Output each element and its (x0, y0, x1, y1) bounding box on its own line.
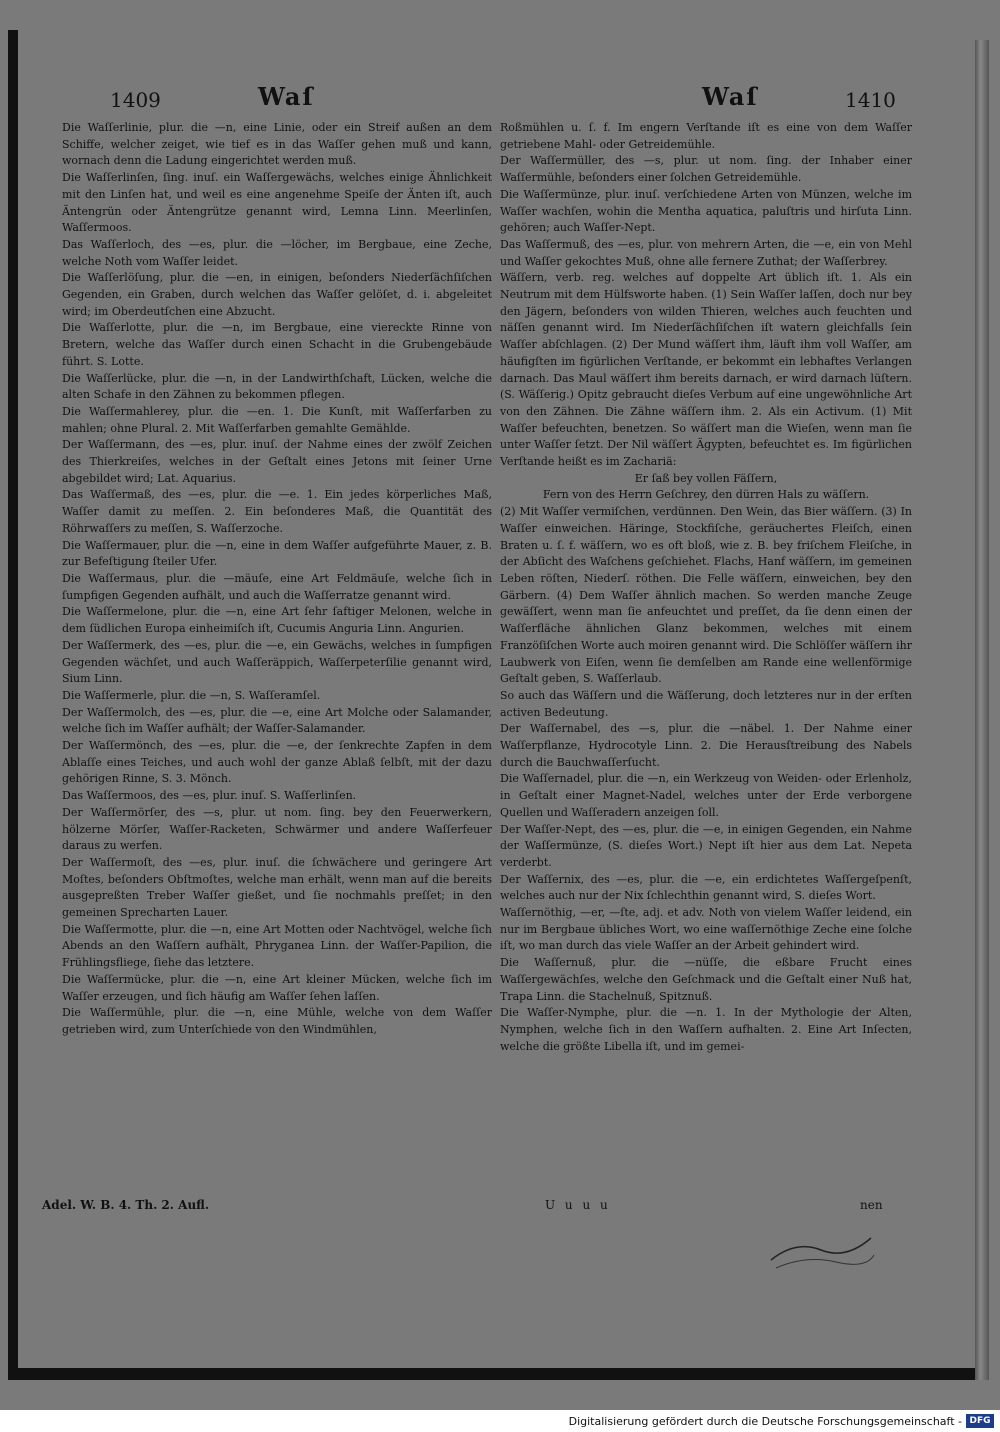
dictionary-entry: Die Waſſermauer, plur. die —n, eine in dem Waſſer aufgeführte Mauer, z. B. zur Befeſtigung ſteiler Ufer. (62, 538, 492, 569)
dictionary-entry: Das Waſſermuß, des —es, plur. von mehrern Arten, die —e, ein von Mehl und Waſſer gekochtes Muß, ohne alle fernere Zuthat; der Waſſerbrey. (500, 237, 912, 268)
dictionary-entry: (2) Mit Waſſer vermiſchen, verdünnen. Den Wein, das Bier wäſſern. (3) In Waſſer einweichen. Häringe, Stockfiſche, geräuchertes Fleiſch, einen Braten u. ſ. f. wäſſern, wo es oft bloß, wie z. B. bey friſchem Fleiſche, in der Abſicht des Waſchens geſchiehet. Flachs, Hanf wäſſern, im gemeinen Leben röſten, Niederſ. röthen. Die Felle wäſſern, einweichen, bey den Gärbern. (4) Dem Waſſer ähnlich machen. So werden manche Zeuge gewäſſert, wenn man ſie anfeuchtet und preſſet, da ſie denn einen der Waſſerfläche ähnlichen Glanz bekommen, welches mit einem Franzöſiſchen Worte auch moiren genannt wird. Die Schlöſſer wäſſern ihr Laubwerk von Eiſen, wenn ſie demſelben am Rande eine wellenförmige Geſtalt geben, S. Waſſerlaub. (500, 505, 912, 686)
dictionary-entry: Die Waſſerlöſung, plur. die —en, in einigen, beſonders Niederſächſiſchen Gegenden, ein Graben, durch welchen das Waſſer gelöſet, d. i. abgeleitet wird; im Oberdeutſchen eine Abzucht. (62, 271, 492, 318)
dictionary-entry: Der Waſſernix, des —es, plur. die —e, ein erdichtetes Waſſergeſpenſt, welches auch nur der Nix ſchlechthin genannt wird, S. dieſes Wort. (500, 872, 912, 903)
verse-line: Fern von des Herrn Geſchrey, den dürren Hals zu wäſſern. (542, 488, 870, 502)
dictionary-entry: Die Waſſermelone, plur. die —n, eine Art ſehr ſaftiger Melonen, welche in dem ſüdlichen Europa einheimiſch iſt, Cucumis Anguria Linn. Angurien. (62, 605, 492, 636)
dictionary-entry: Das Waſſermaß, des —es, plur. die —e. 1. Ein jedes körperliches Maß, Waſſer damit zu meſſen. 2. Ein beſonderes Maß, die Quantität des Röhrwaſſers zu meſſen, S. Waſſerzoche. (62, 488, 492, 535)
page-number-left: 1409 (110, 88, 161, 112)
footer-bar (0, 1410, 1000, 1432)
dictionary-entry: Die Waſſermücke, plur. die —n, eine Art kleiner Mücken, welche ſich im Waſſer erzeugen, und ſich häufig am Waſſer ſehen laſſen. (62, 972, 492, 1003)
dictionary-entry: So auch das Wäſſern und die Wäſſerung, doch letzteres nur in der erſten activen Bedeutung. (500, 688, 912, 719)
dictionary-entry: Wäſſern, verb. reg. welches auf doppelte Art üblich iſt. 1. Als ein Neutrum mit dem Hülfsworte haben. (1) Sein Waſſer laſſen, doch nur bey den Jägern, beſonders von wilden Thieren, welches auch feuchten und näſſen genannt wird. Im Niederſächſiſchen iſt watern gleichfalls ſein Waſſer abſchlagen. (2) Der Mund wäſſert ihm, läuft ihm voll Waſſer, am häufigſten im figürlichen Verſtande, er bekommt ein lebhaftes Verlangen darnach. Das Maul wäſſert ihm bereits darnach, er wird darnach lüſtern. (S. Wäſſerig.) Opitz gebraucht dieſes Verbum auf eine ungewöhnliche Art von den Zähnen. Die Zähne wäſſern ihm. 2. Als ein Activum. (1) Mit Waſſer befeuchten, benetzen. So wäſſert man die Wieſen, wenn man ſie unter Waſſer ſetzt. Der Nil wäſſert Ägypten, befeuchtet es. Im figürlichen Verſtande heißt es im Zachariä: (500, 271, 912, 469)
dictionary-entry: Die Waſſermotte, plur. die —n, eine Art Motten oder Nachtvögel, welche ſich Abends an den Waſſern aufhält, Phryganea Linn. der Waſſer-Papilion, die Frühlingsfliege, ſiehe das letztere. (62, 922, 492, 970)
dictionary-entry: Der Waſſer-Nept, des —es, plur. die —e, in einigen Gegenden, ein Nahme der Waſſermünze, (S. dieſes Wort.) Nept iſt hier aus dem Lat. Nepeta verderbt. (500, 822, 912, 869)
running-head-left: Waſ (258, 82, 315, 111)
right-column (500, 120, 912, 1055)
stamp-mark (766, 1220, 876, 1275)
footer-credit: Digitalisierung gefördert durch die Deutsche Forschungsgemeinschaft - (568, 1415, 962, 1428)
running-head-right: Waſ (702, 82, 759, 111)
scan-right-edge (975, 40, 989, 1380)
dictionary-entry: Die Waſſerlinſen, ſing. inuſ. ein Waſſergewächs, welches einige Ähnlichkeit mit den Linſen hat, und weil es eine angenehme Speiſe der Änten iſt, auch Äntengrün oder Äntengrütze genannt wird, Lemna Linn. Meerlinſen, Waſſermoos. (62, 171, 492, 235)
dictionary-entry: Das Waſſerloch, des —es, plur. die —löcher, im Bergbaue, eine Zeche, welche Noth vom Waſſer leidet. (62, 237, 492, 268)
dictionary-entry: Die Waſſerlotte, plur. die —n, im Bergbaue, eine viereckte Rinne von Bretern, welche das Waſſer durch einen Schacht in die Grubengebäude führt. S. Lotte. (62, 321, 492, 368)
dictionary-entry: Der Waſſermann, des —es, plur. inuſ. der Nahme eines der zwölf Zeichen des Thierkreiſes, welches in der Geſtalt eines Jetons mit ſeiner Urne abgebildet wird; Lat. Aquarius. (62, 438, 492, 485)
page-number-right: 1410 (845, 88, 896, 112)
scan-left-edge (8, 30, 18, 1380)
dictionary-entry: Der Waſſermerk, des —es, plur. die —e, ein Gewächs, welches in ſumpfigen Gegenden wächſet, und auch Waſſeräppich, Waſſerpeterſilie genannt wird, Sium Linn. (62, 638, 492, 686)
dictionary-entry: Die Waſſermaus, plur. die —mäuſe, eine Art Feldmäuſe, welche ſich in ſumpfigen Gegenden aufhält, und auch die Waſſerratze genannt wird. (62, 571, 492, 602)
dictionary-entry: Waſſernöthig, —er, —ſte, adj. et adv. Noth von vielem Waſſer leidend, ein nur im Bergbaue übliches Wort, wo eine waſſernöthige Zeche eine ſolche iſt, wo man durch das viele Waſſer an der Arbeit gehindert wird. (500, 906, 912, 953)
dfg-logo: DFG (966, 1414, 994, 1428)
dictionary-entry: Die Waſſerlinie, plur. die —n, eine Linie, oder ein Streif außen an dem Schiffe, welcher zeiget, wie tief es in das Waſſer gehen muß und kann, wornach denn die Ladung eingerichtet werden muß. (62, 121, 492, 168)
signature-mark: Adel. W. B. 4. Th. 2. Aufl. (42, 1198, 210, 1212)
dictionary-entry: Der Waſſermüller, des —s, plur. ut nom. ſing. der Inhaber einer Waſſermühle, beſonders einer ſolchen Getreidemühle. (500, 154, 912, 185)
left-column (62, 120, 492, 1039)
dictionary-entry: Die Waſſernadel, plur. die —n, ein Werkzeug von Weiden- oder Erlenholz, in Geſtalt einer Magnet-Nadel, welches unter der Erde verborgene Quellen und Waſſeradern anzeigen ſoll. (500, 772, 912, 819)
dictionary-entry: Die Waſſer-Nymphe, plur. die —n. 1. In der Mythologie der Alten, Nymphen, welche ſich in den Waſſern aufhalten. 2. Eine Art Inſecten, welche die größte Libella iſt, und im gemei- (500, 1006, 912, 1053)
dictionary-entry: Der Waſſermoſt, des —es, plur. inuſ. die ſchwächere und geringere Art Moſtes, beſonders Obſtmoſtes, welche man erhält, wenn man auf die bereits ausgepreßten Treber Waſſer gießet, und ſie nochmahls preſſet; in den gemeinen Sprecharten Lauer. (62, 855, 492, 920)
dictionary-entry: Der Waſſermolch, des —es, plur. die —e, eine Art Molche oder Salamander, welche ſich im Waſſer aufhält; der Waſſer-Salamander. (62, 705, 492, 736)
dictionary-entry: Die Waſſernuß, plur. die —nüſſe, die eßbare Frucht eines Waſſergewächſes, welche den Geſchmack und die Geſtalt einer Nuß hat, Trapa Linn. die Stachelnuß, Spitznuß. (500, 956, 912, 1003)
dictionary-entry: Das Waſſermoos, des —es, plur. inuſ. S. Waſſerlinſen. (62, 789, 357, 803)
dictionary-entry: Die Waſſermühle, plur. die —n, eine Mühle, welche von dem Waſſer getrieben wird, zum Unterſchiede von den Windmühlen, (62, 1006, 492, 1036)
dictionary-entry: Roßmühlen u. ſ. f. Im engern Verſtande iſt es eine von dem Waſſer getriebene Mahl- oder Getreidemühle. (500, 121, 912, 151)
dictionary-entry: Der Waſſermönch, des —es, plur. die —e, der ſenkrechte Zapfen in dem Ablaſſe eines Teiches, und auch wohl der ganze Ablaß ſelbſt, mit der dazu gehörigen Rinne, S. 3. Mönch. (62, 739, 492, 786)
catchword-signature: U u u u (545, 1198, 611, 1212)
dictionary-entry: Die Waſſerlücke, plur. die —n, in der Landwirthſchaft, Lücken, welche die alten Schafe in den Zähnen zu bekommen pflegen. (62, 371, 492, 402)
dictionary-entry: Der Waſſermörſer, des —s, plur. ut nom. ſing. bey den Feuerwerkern, hölzerne Mörſer, Waſſer-Racketen, Schwärmer und andere Waſſerfeuer daraus zu werfen. (62, 805, 492, 853)
dictionary-entry: Die Waſſermerle, plur. die —n, S. Waſſeramſel. (62, 688, 321, 702)
dictionary-entry: Der Waſſernabel, des —s, plur. die —näbel. 1. Der Nahme einer Waſſerpflanze, Hydrocotyle Linn. 2. Die Herausſtreibung des Nabels durch die Bauchwaſſerſucht. (500, 722, 912, 769)
verse-line: Er ſaß bey vollen Fäſſern, (634, 471, 778, 485)
dictionary-entry: Die Waſſermahlerey, plur. die —en. 1. Die Kunſt, mit Waſſerfarben zu mahlen; ohne Plural. 2. Mit Waſſerfarben gemahlte Gemählde. (62, 404, 492, 435)
scan-bottom-edge (14, 1368, 989, 1380)
catchword: nen (860, 1198, 883, 1212)
dictionary-entry: Die Waſſermünze, plur. inuſ. verſchiedene Arten von Münzen, welche im Waſſer wachſen, wohin die Mentha aquatica, paluſtris und hirſuta Linn. gehören; auch Waſſer-Nept. (500, 187, 912, 235)
